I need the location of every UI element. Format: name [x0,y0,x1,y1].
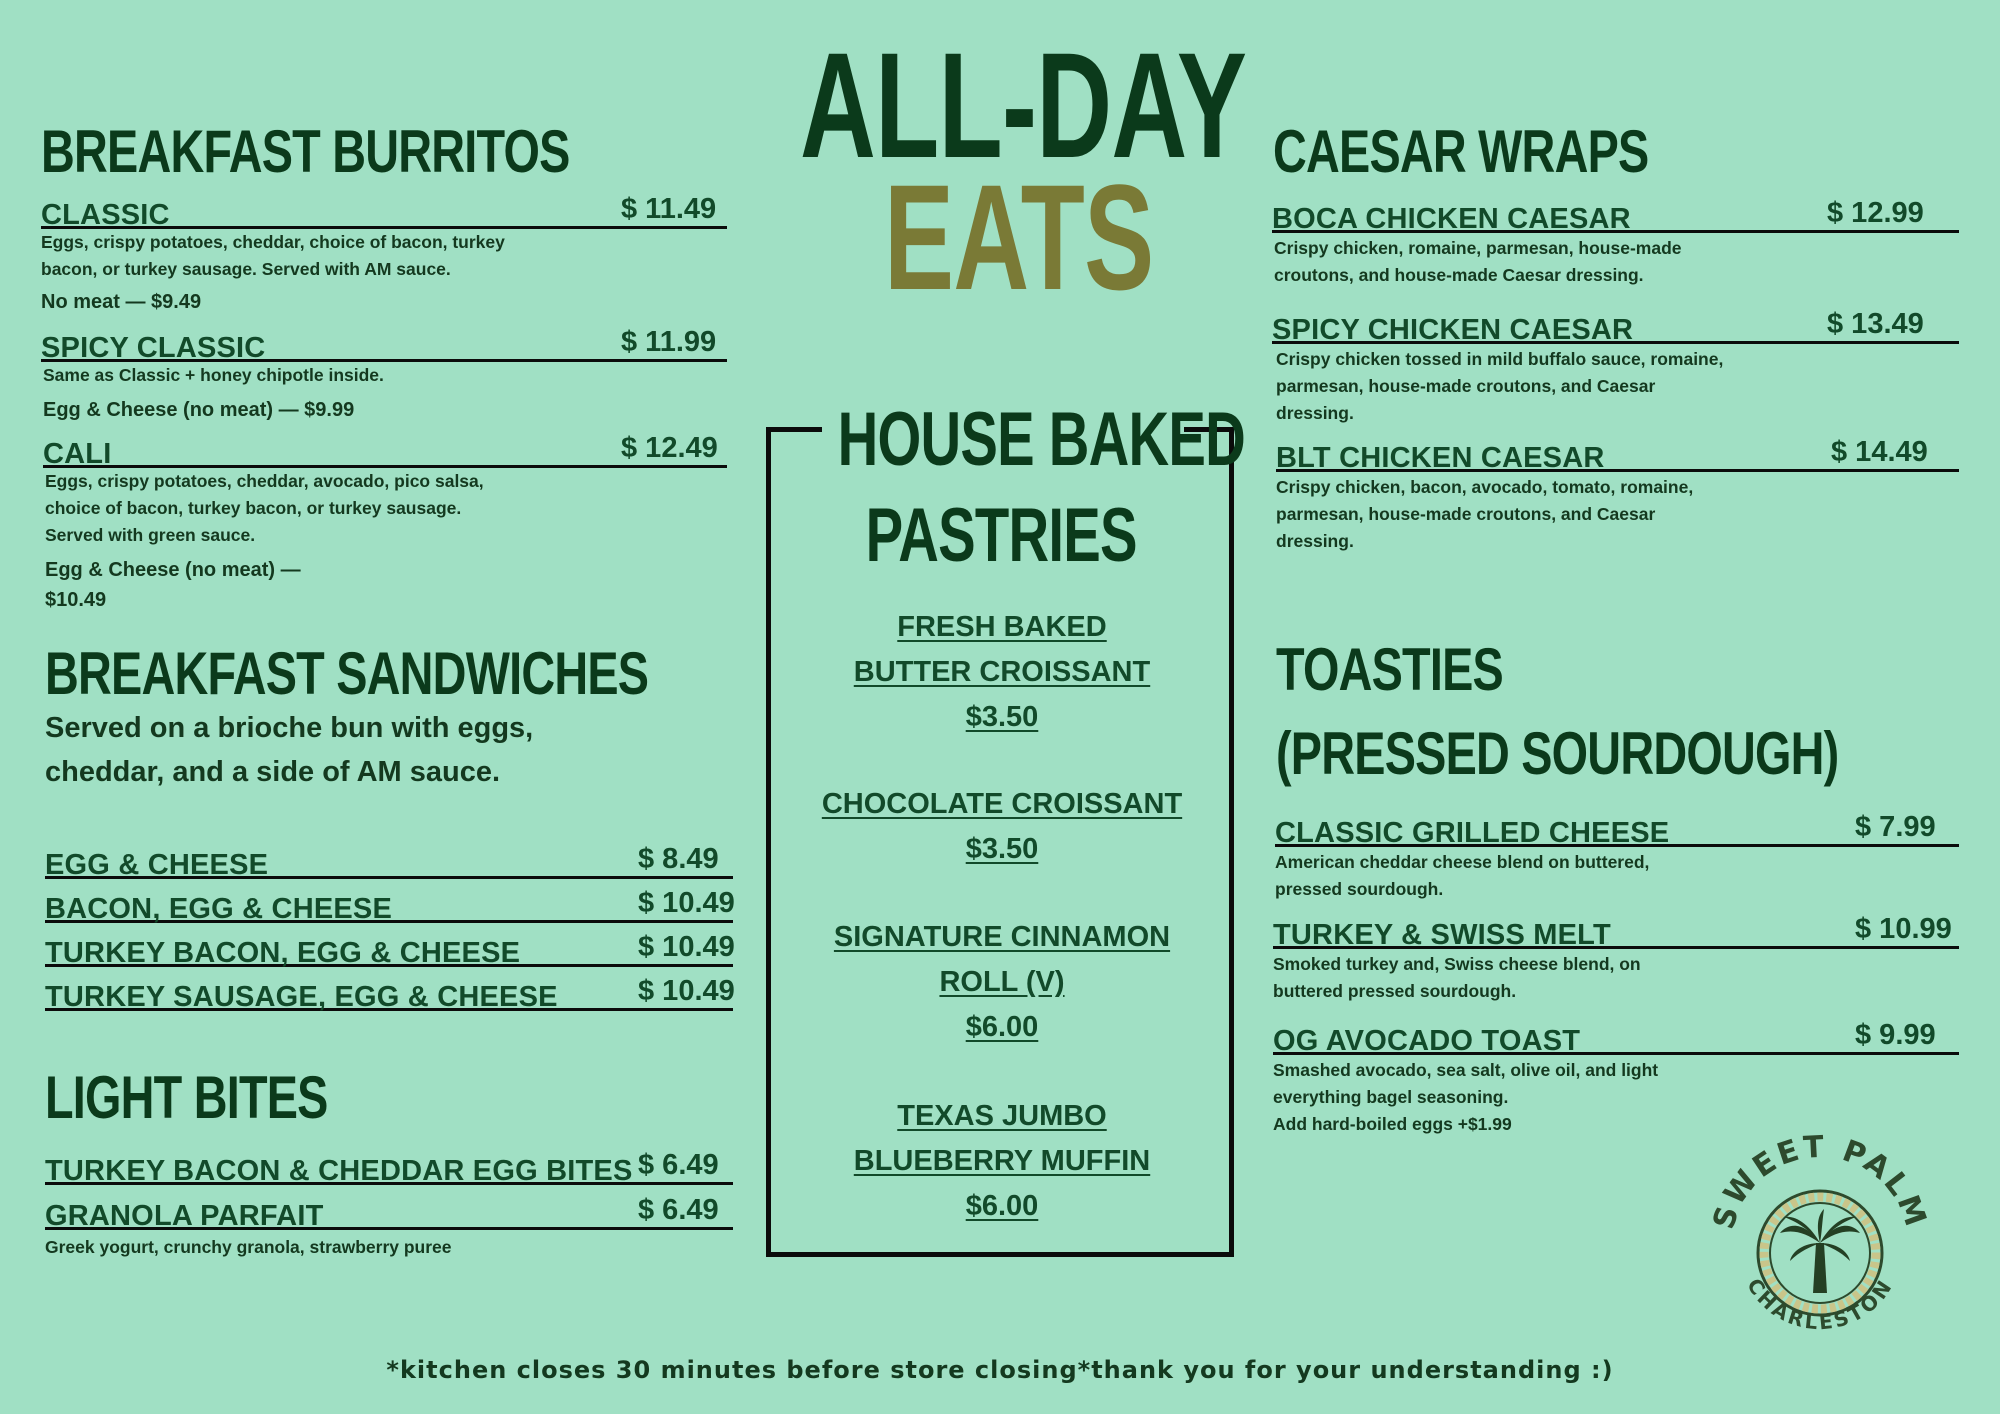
header-title-line2: EATS [884,153,1154,321]
item-description: Crispy chicken, bacon, avocado, tomato, romaine, parmesan, house-made croutons, and Caesar dressing. [1276,477,1694,551]
pastry-chocolate-croissant: CHOCOLATE CROISSANT $3.50 [821,788,1183,865]
svg-text:CHARLESTON: CHARLESTON [1742,1273,1898,1335]
section-title-light-bites: LIGHT BITES [45,1064,328,1131]
item-name: TURKEY SAUSAGE, EGG & CHEESE [45,981,558,1013]
item-name: SPICY CHICKEN CAESAR [1272,314,1634,346]
menu-item-spicy-chicken-caesar [1272,307,1959,427]
item-name: TURKEY & SWISS MELT [1273,919,1611,951]
item-name: CLASSIC GRILLED CHEESE [1275,817,1670,849]
item-description: Eggs, crispy potatoes, cheddar, avocado, pico salsa, choice of bacon, turkey bacon, or turkey sausage. Served with green sauce. [45,471,484,545]
footer-note: *kitchen closes 30 minutes before store closing*thank you for your understanding :) [386,1356,1614,1384]
item-price: $ 10.49 [638,975,735,1007]
item-price: $ 11.99 [621,326,717,358]
section-subtitle: Served on a brioche bun with eggs, cheddar, and a side of AM sauce. [45,712,534,788]
menu-item-classic-grilled-cheese [1275,810,1959,903]
item-price: $ 9.99 [1855,1019,1936,1051]
item-price: $ 6.49 [638,1194,719,1226]
item-price: $ 13.49 [1827,308,1924,340]
item-name: SPICY CLASSIC [41,332,266,364]
item-name: BLT CHICKEN CAESAR [1276,442,1605,474]
item-name: OG AVOCADO TOAST [1273,1025,1581,1057]
pastry-cinnamon-roll: SIGNATURE CINNAMON ROLL (V) $6.00 [833,921,1171,1043]
item-description: Same as Classic + honey chipotle inside. [43,365,384,385]
item-name: TURKEY BACON, EGG & CHEESE [45,937,521,969]
item-price: $ 14.49 [1831,436,1928,468]
item-note: Egg & Cheese (no meat) — $9.99 [43,399,355,421]
header-title-line1: ALL-DAY [800,21,1247,189]
menu-item-granola-parfait [45,1193,733,1261]
item-name: BOCA CHICKEN CAESAR [1272,203,1631,235]
item-price: $ 7.99 [1855,811,1936,843]
menu-item-turkey-bacon-egg-cheese [45,930,733,967]
menu-item-blt-chicken-caesar [1276,435,1959,555]
item-note: Egg & Cheese (no meat) — $10.49 [45,559,301,611]
menu-item-spicy-classic [41,325,727,425]
item-description: Crispy chicken, romaine, parmesan, house-made croutons, and house-made Caesar dressing. [1274,238,1682,285]
pastry-butter-croissant: FRESH BAKED BUTTER CROISSANT $3.50 [853,611,1151,733]
section-title-breakfast-burritos: BREAKFAST BURRITOS [41,118,570,185]
logo-graphic [1700,1125,1940,1365]
item-name: BACON, EGG & CHEESE [45,893,393,925]
menu-item-egg-cheese [45,842,733,879]
menu-item-egg-bites [45,1148,733,1185]
item-price: $ 12.99 [1827,197,1924,229]
item-note: No meat — $9.49 [41,291,202,313]
item-price: $ 6.49 [638,1149,719,1181]
item-name: GRANOLA PARFAIT [45,1200,324,1232]
menu-item-cali [43,431,727,615]
item-price: $ 11.49 [621,193,717,225]
brand-logo [1700,1125,1940,1365]
item-price: $ 12.49 [621,432,718,464]
pastry-blueberry-muffin: TEXAS JUMBO BLUEBERRY MUFFIN $6.00 [853,1100,1151,1222]
item-price: $ 10.49 [638,887,735,919]
menu-item-turkey-swiss-melt [1273,912,1959,1005]
item-name: CLASSIC [41,199,170,231]
item-price: $ 8.49 [638,843,719,875]
item-description: Eggs, crispy potatoes, cheddar, choice of bacon, turkey bacon, or turkey sausage. Served with AM sauce. [41,232,505,279]
item-description: American cheddar cheese blend on buttered, pressed sourdough. [1275,852,1650,899]
menu-item-boca-chicken-caesar [1272,196,1959,289]
item-description: Crispy chicken tossed in mild buffalo sauce, romaine, parmesan, house-made croutons, and Caesar dressing. [1276,349,1724,423]
section-title-pastries: HOUSE BAKED PASTRIES [837,397,1246,578]
menu-item-bacon-egg-cheese [45,886,733,923]
item-description: Smashed avocado, sea salt, olive oil, and light everything bagel seasoning. Add hard-boiled eggs +$1.99 [1273,1060,1659,1134]
section-title-toasties: TOASTIES (PRESSED SOURDOUGH) [1276,636,1839,787]
menu-item-turkey-sausage-egg-cheese [45,974,733,1011]
palm-tree-icon [1780,1209,1860,1293]
section-title-caesar-wraps: CAESAR WRAPS [1273,118,1649,185]
item-price: $ 10.99 [1855,913,1952,945]
item-description: Smoked turkey and, Swiss cheese blend, on buttered pressed sourdough. [1273,954,1641,1001]
section-title-breakfast-sandwiches: BREAKFAST SANDWICHES [45,640,649,707]
item-name: TURKEY BACON & CHEDDAR EGG BITES [45,1155,633,1187]
menu-item-og-avocado-toast [1273,1018,1959,1138]
menu-item-classic [41,192,727,317]
item-price: $ 10.49 [638,931,735,963]
svg-text:SWEET PALM: SWEET PALM [1706,1129,1934,1234]
item-name: EGG & CHEESE [45,849,269,881]
item-description: Greek yogurt, crunchy granola, strawberry puree [45,1237,452,1257]
item-name: CALI [43,438,112,470]
